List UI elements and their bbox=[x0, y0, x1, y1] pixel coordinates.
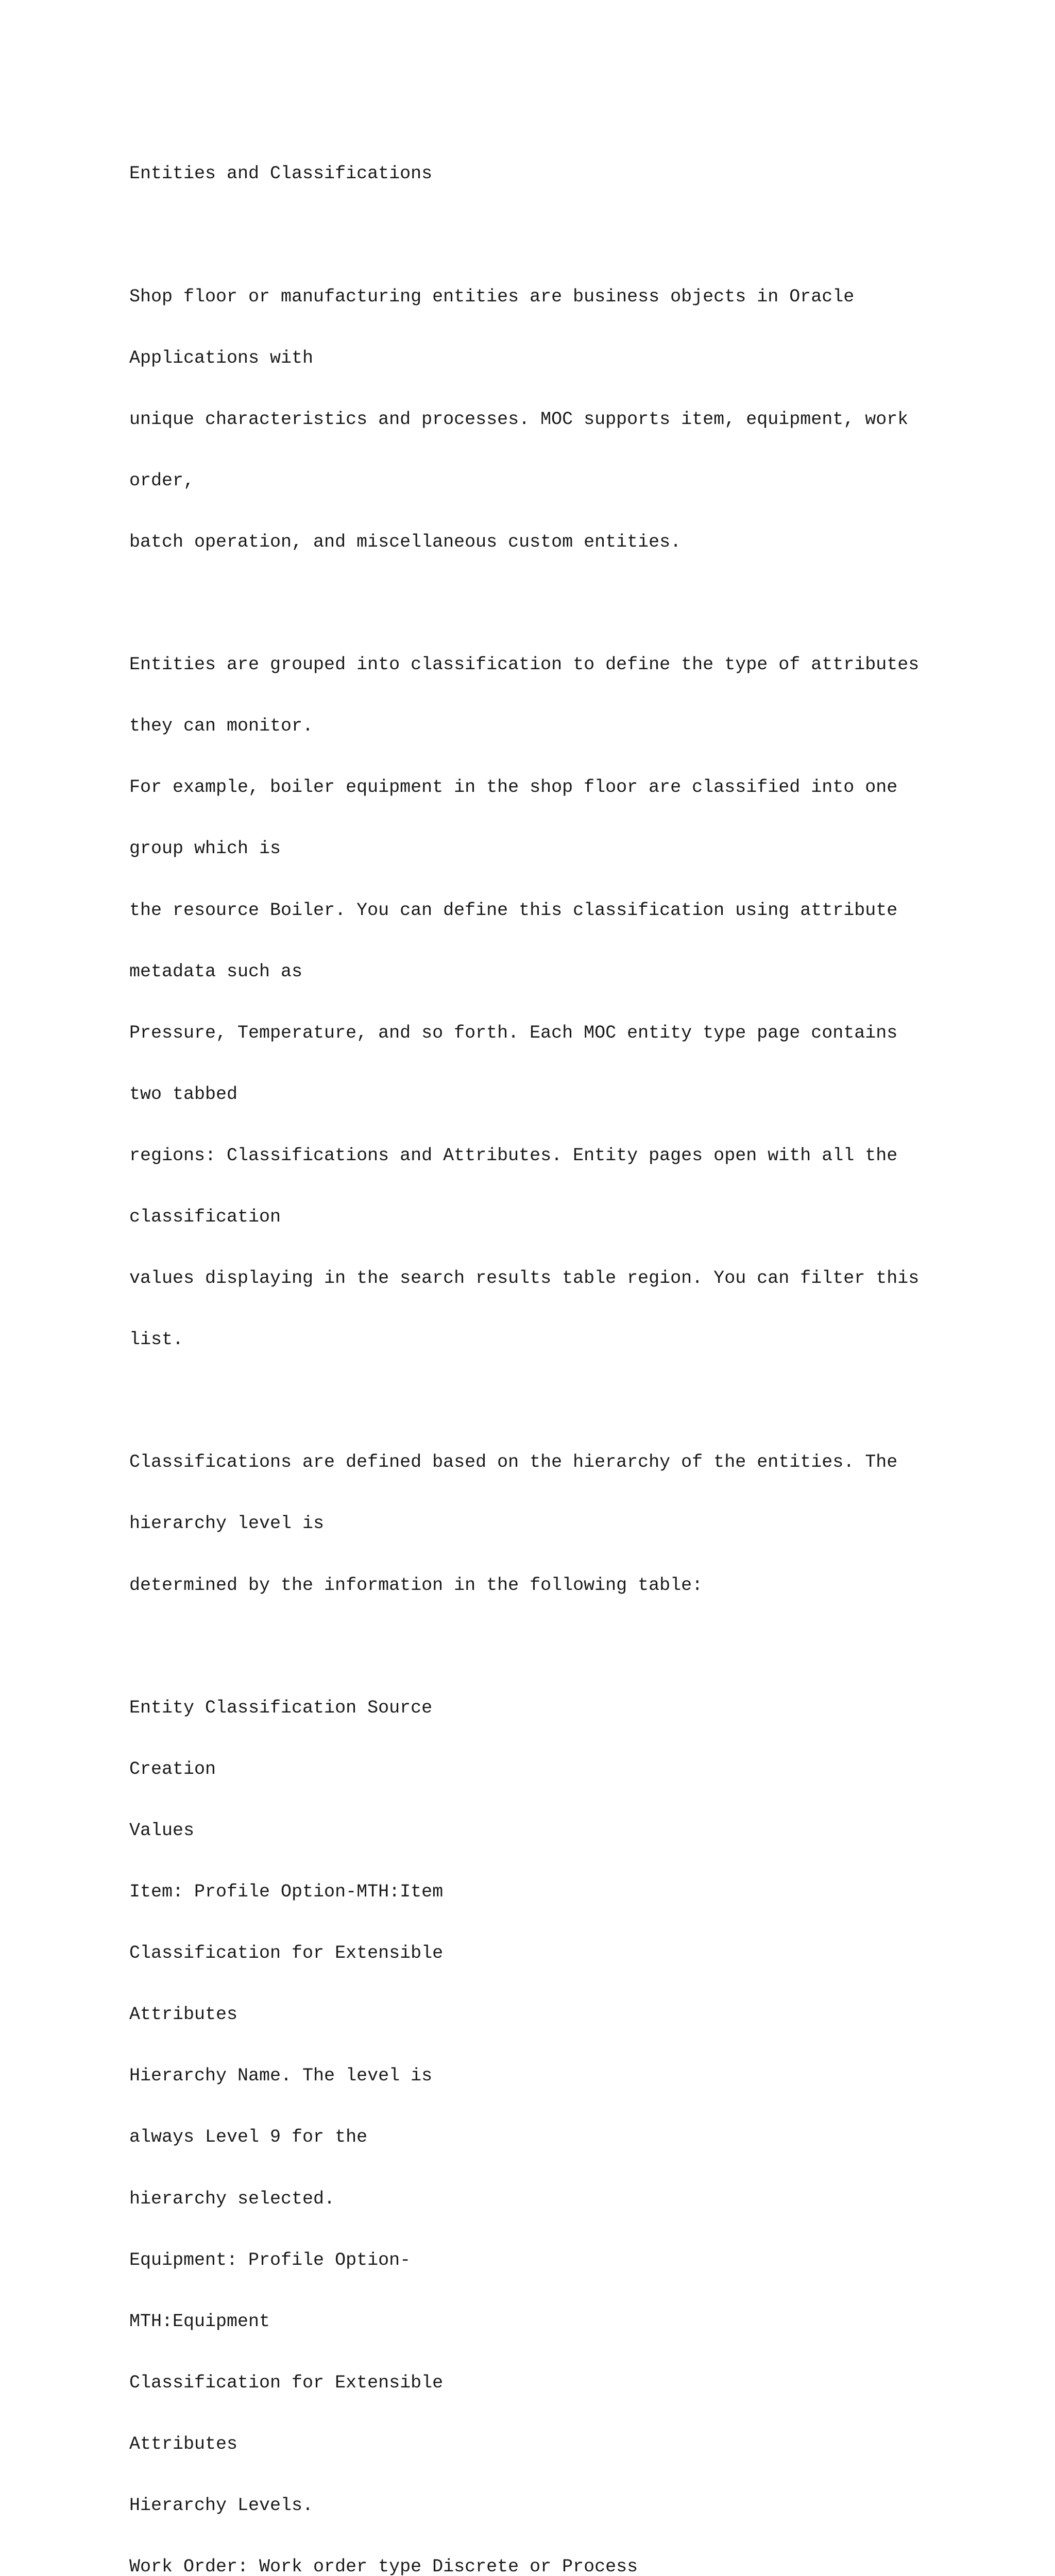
table-row-line: Attributes bbox=[129, 2004, 238, 2025]
table-header-line: Creation bbox=[129, 1758, 216, 1780]
text-line: Applications with bbox=[129, 347, 314, 368]
table-row-line: Item: Profile Option-MTH:Item bbox=[129, 1882, 444, 1903]
text-line: list. bbox=[129, 1329, 184, 1350]
text-line: the resource Boiler. You can define this classification using attribute bbox=[129, 900, 898, 921]
text-line: determined by the information in the following table: bbox=[129, 1574, 703, 1596]
text-line: regions: Classifications and Attributes. Entity pages open with all the bbox=[129, 1145, 898, 1166]
text-line: metadata such as bbox=[129, 961, 303, 982]
text-line: Entities are grouped into classification to define the type of attributes bbox=[129, 654, 920, 675]
table-row-line: Equipment: Profile Option- bbox=[129, 2249, 411, 2270]
text-line: they can monitor. bbox=[129, 716, 314, 737]
table-header-line: Values bbox=[129, 1820, 195, 1841]
text-line: Pressure, Temperature, and so forth. Each MOC entity type page contains bbox=[129, 1022, 898, 1043]
table-header-line: Entity Classification Source bbox=[129, 1697, 433, 1718]
table-row-line: MTH:Equipment bbox=[129, 2311, 270, 2332]
text-line: classification bbox=[129, 1207, 281, 1227]
blank-line bbox=[129, 594, 1005, 614]
text-line: For example, boiler equipment in the shop floor are classified into one bbox=[129, 777, 898, 798]
table-row-line: Attributes bbox=[129, 2433, 238, 2454]
table-row-line: hierarchy selected. bbox=[129, 2188, 335, 2209]
table-row-line: always Level 9 for the bbox=[129, 2127, 368, 2148]
text-line: Classifications are defined based on the hierarchy of the entities. The bbox=[129, 1452, 898, 1473]
blank-line bbox=[129, 226, 1005, 246]
blank-line bbox=[129, 1637, 1005, 1657]
table-row-line: Hierarchy Levels. bbox=[129, 2495, 314, 2516]
section-heading: Entities and Classifications bbox=[129, 163, 433, 184]
text-line: two tabbed bbox=[129, 1083, 238, 1105]
table-row-line: Hierarchy Name. The level is bbox=[129, 2065, 433, 2087]
text-line: Shop floor or manufacturing entities are business objects in Oracle bbox=[129, 286, 855, 307]
table-row-line: Work Order: Work order type Discrete or Process bbox=[129, 2556, 638, 2576]
text-line: order, bbox=[129, 470, 195, 491]
text-line: batch operation, and miscellaneous custom entities. bbox=[129, 531, 682, 552]
table-row-line: Classification for Extensible bbox=[129, 1943, 444, 1964]
document-body bbox=[129, 123, 1005, 2576]
text-line: values displaying in the search results table region. You can filter this bbox=[129, 1268, 920, 1289]
text-line: group which is bbox=[129, 838, 281, 859]
text-line: unique characteristics and processes. MOC supports item, equipment, work bbox=[129, 409, 909, 430]
text-line: hierarchy level is bbox=[129, 1513, 325, 1534]
table-row-line: Classification for Extensible bbox=[129, 2372, 444, 2393]
blank-line bbox=[129, 1391, 1005, 1412]
